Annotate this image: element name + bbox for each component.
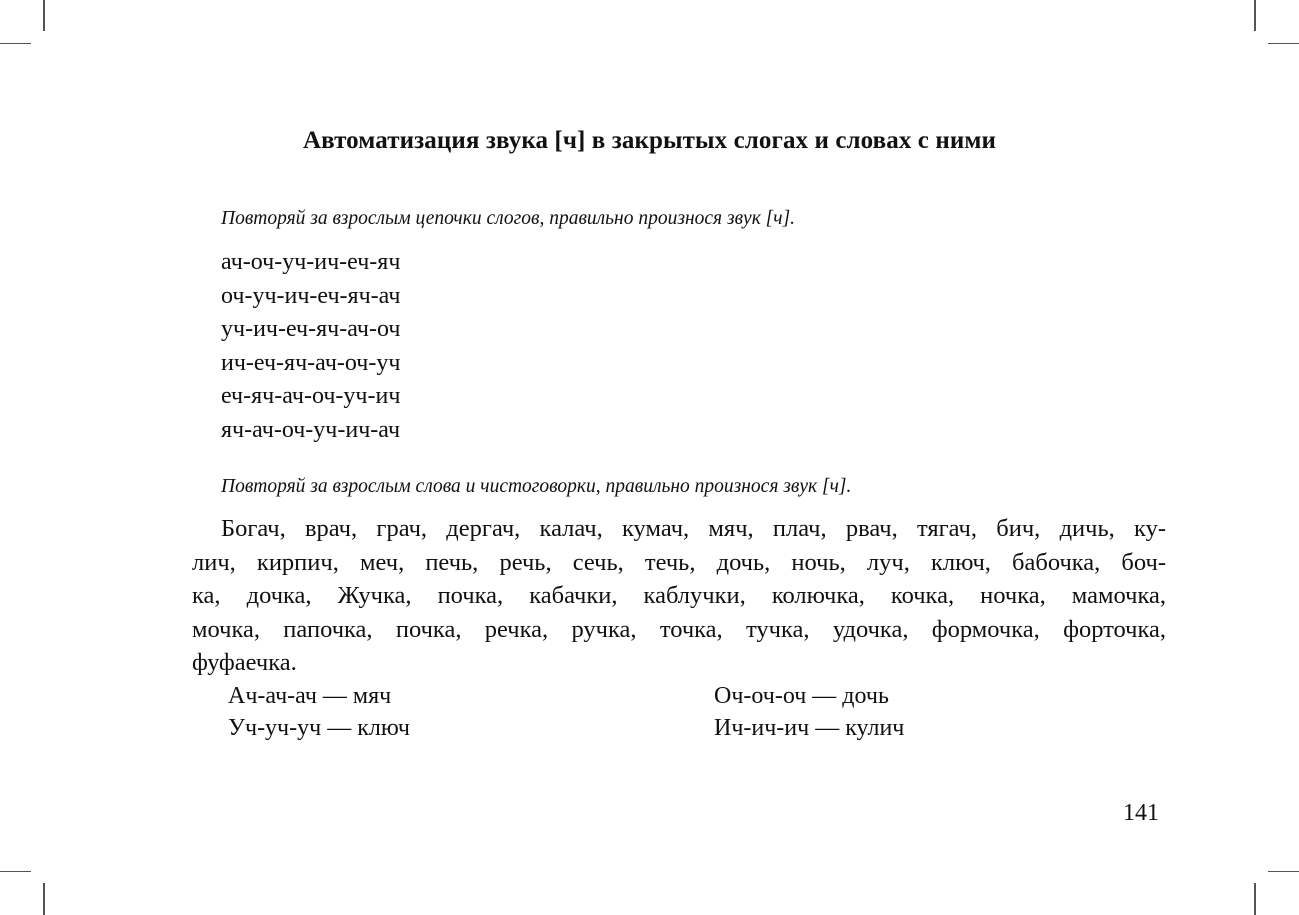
syllable-chain: еч-яч-ач-оч-уч-ич xyxy=(221,383,401,409)
syllable-chain: яч-ач-оч-уч-ич-ач xyxy=(221,416,401,443)
crop-mark-top-left-horizontal xyxy=(0,43,31,44)
syllable-chain: ич-еч-яч-ач-оч-уч xyxy=(221,349,401,376)
page-title: Автоматизация звука [ч] в закрытых слогах и словах с ними xyxy=(303,127,996,154)
tongue-twister: Уч-уч-уч — ключ xyxy=(228,715,410,741)
word-line: мочка, папочка, почка, речка, ручка, точка, тучка, удочка, формочка, форточка, xyxy=(192,615,1166,643)
syllable-chain: оч-уч-ич-еч-яч-ач xyxy=(221,282,401,309)
word-line: лич, кирпич, меч, печь, речь, сечь, течь, дочь, ночь, луч, ключ, бабочка, боч- xyxy=(192,548,1166,576)
tongue-twister: Ач-ач-ач — мяч xyxy=(228,683,392,709)
exercise2-instruction: Повторяй за взрослым слова и чистоговорки, правильно произнося звук [ч]. xyxy=(221,476,852,497)
syllable-chain-list xyxy=(221,246,400,447)
word-line: Богач, врач, грач, дергач, калач, кумач, мяч, плач, рвач, тягач, бич, дичь, ку- xyxy=(221,515,1166,542)
crop-mark-bottom-left-vertical xyxy=(43,883,45,915)
crop-mark-bottom-right-horizontal xyxy=(1268,871,1299,872)
syllable-chain: ач-оч-уч-ич-еч-яч xyxy=(221,249,401,275)
page-number: 141 xyxy=(1123,800,1159,826)
crop-mark-bottom-right-vertical xyxy=(1254,883,1256,915)
crop-mark-bottom-left-horizontal xyxy=(0,871,31,872)
word-line: фуфаечка. xyxy=(192,649,297,676)
exercise1-instruction: Повторяй за взрослым цепочки слогов, правильно произнося звук [ч]. xyxy=(221,208,796,229)
word-line: ка, дочка, Жучка, почка, кабачки, каблучки, колючка, кочка, ночка, мамочка, xyxy=(192,582,1166,609)
crop-mark-top-right-vertical xyxy=(1254,0,1256,31)
word-list-paragraph xyxy=(192,512,1166,680)
tongue-twister: Ич-ич-ич — кулич xyxy=(714,715,905,741)
syllable-chain: уч-ич-еч-яч-ач-оч xyxy=(221,316,401,342)
crop-mark-top-left-vertical xyxy=(43,0,45,31)
tongue-twister: Оч-оч-оч — дочь xyxy=(714,683,889,709)
crop-mark-top-right-horizontal xyxy=(1268,43,1299,44)
